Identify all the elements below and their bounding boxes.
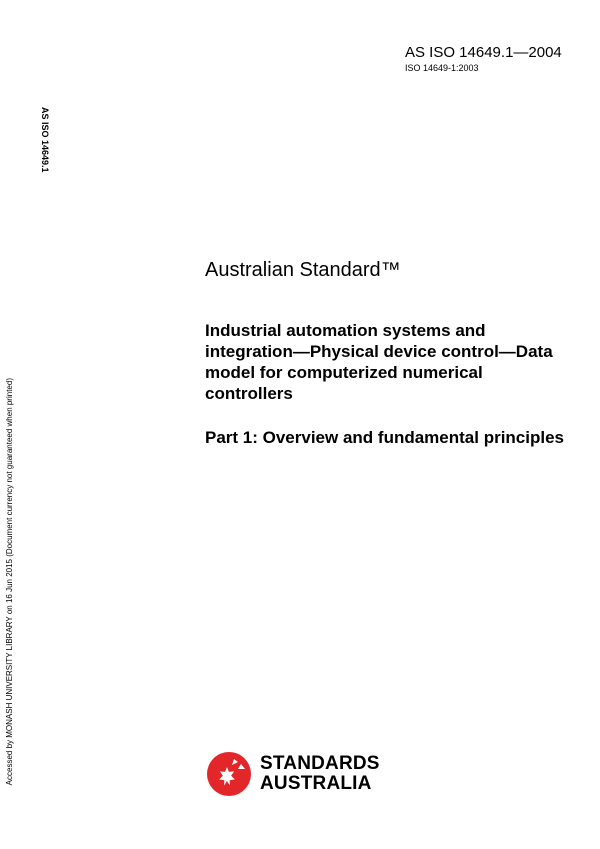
standard-number: AS ISO 14649.1—2004	[405, 44, 562, 61]
spine-label: AS ISO 14649.1	[40, 107, 50, 173]
standards-australia-logo	[205, 750, 385, 798]
standards-australia-star-icon	[205, 750, 253, 798]
logo-line-australia: AUSTRALIA	[260, 773, 372, 794]
document-title: Industrial automation systems and integration—Physical device control—Data model for computerized numerical controllers	[205, 321, 553, 403]
part-title: Part 1: Overview and fundamental principles	[205, 428, 564, 447]
logo-text	[260, 754, 380, 794]
access-note: Accessed by MONASH UNIVERSITY LIBRARY on 16 Jun 2015 (Document currency not guaranteed when printed)	[5, 378, 14, 786]
logo-line-standards: STANDARDS	[260, 753, 380, 774]
iso-number: ISO 14649-1:2003	[405, 63, 479, 73]
brand-line: Australian Standard™	[205, 259, 401, 281]
